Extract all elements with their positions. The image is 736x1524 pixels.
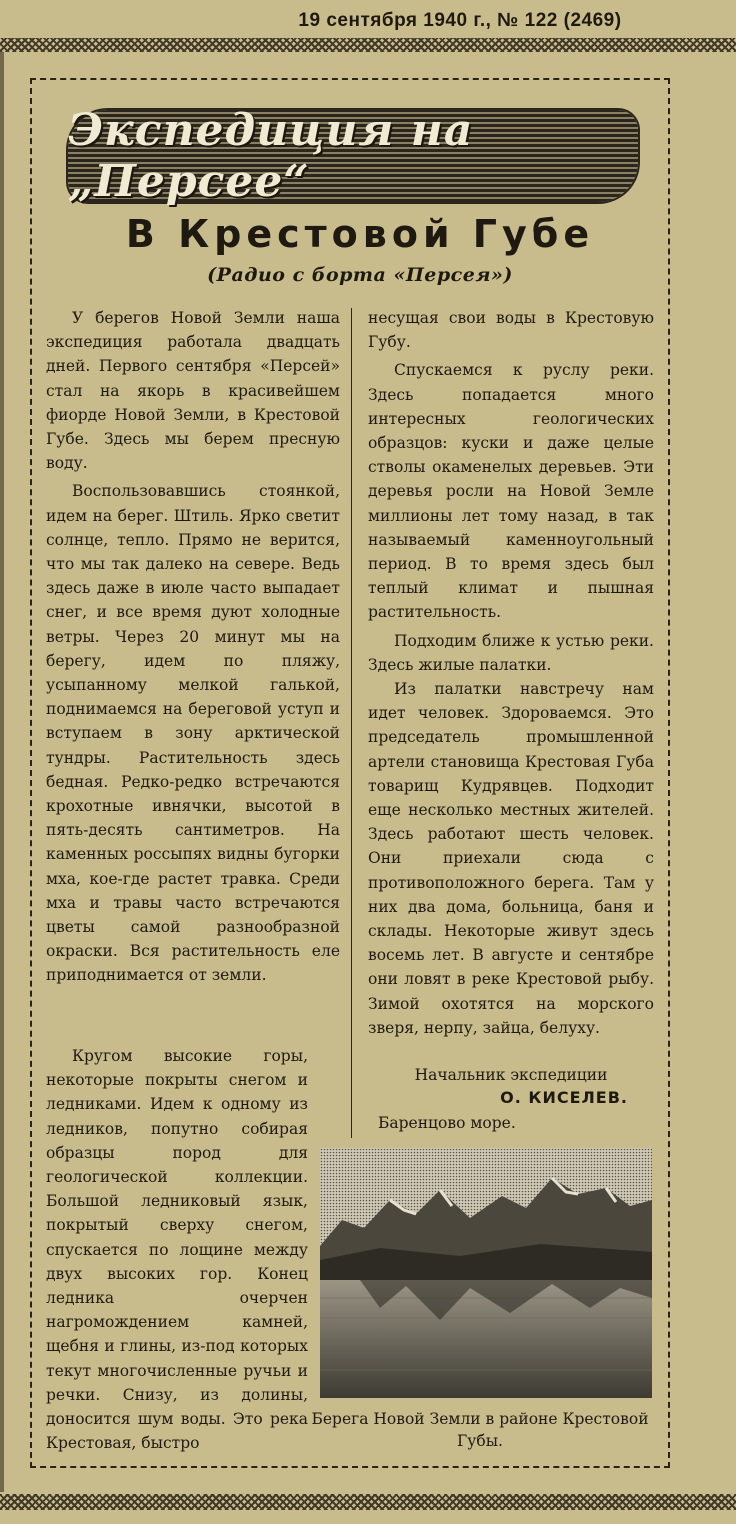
bottom-ornament-rule [0, 1494, 736, 1510]
dispatch-place: Баренцово море. [378, 1114, 516, 1132]
article-paragraph: Спускаемся к руслу реки. Здесь попадается много интересных геологических образцов: куски и даже целые стволы окаменелых деревьев. Эти деревья росли на Новой Земле миллионы лет тому назад, в так называемый каменноугольный период. В то время здесь был теплый климат и пышная растительность. [368, 361, 654, 622]
article-subheadline: (Радио с борта «Персея») [207, 264, 513, 286]
section-banner-text: Экспедиция на „Персее“ [68, 105, 474, 207]
issue-dateline: 19 сентября 1940 г., № 122 (2469) [298, 10, 622, 31]
article-paragraph: Из палатки навстречу нам идет человек. Здороваемся. Это председатель промышленной артели становища Крестовая Губа товарищ Кудрявцев. Подходит еще несколько местных жителей. Здесь работают шесть человек. Они приехали сюда с противоположного берега. Там у них два дома, больница, баня и склады. Некоторые живут здесь восемь лет. В августе и сентябре они ловят в реке Крестовой рыбу. Зимой охотятся на морского зверя, нерпу, зайца, белуху. [368, 680, 654, 1037]
article-paragraph: несущая свои воды в Крестовую Губу. [368, 309, 654, 352]
column-divider [351, 308, 352, 1138]
article-column-left-lower [46, 1044, 308, 1455]
article-headline: В Крестовой Губе [125, 212, 595, 256]
author-name: О. КИСЕЛЕВ. [500, 1088, 628, 1107]
article-paragraph: Кругом высокие горы, некоторые покрыты снегом и ледниками. Идем к одному из ледников, попутно собирая образцы пород для геологической коллекции. Большой ледниковый язык, покрытый сверху снегом, спускается по лощине между двух высоких гор. Конец ледника очерчен нагромождением камней, щебня и глины, из-под которых текут многочисленные ручьи и речки. Снизу, из долины, доносится шум воды. Это река Крестовая, быстро [46, 1047, 308, 1453]
top-ornament-rule [0, 38, 736, 52]
mountain-fjord-photo-image [320, 1148, 652, 1398]
article-column-left [46, 306, 340, 988]
section-banner [68, 105, 638, 207]
author-role: Начальник экспедиции [414, 1066, 608, 1084]
article-photo [320, 1148, 652, 1398]
photo-caption: Берега Новой Земли в районе Крестовой Губы. [311, 1410, 649, 1450]
page-edge-rule [0, 52, 4, 1492]
article-paragraph: Подходим ближе к устью реки. Здесь жилые палатки. [368, 631, 654, 674]
article-paragraph: Воспользовавшись стоянкой, идем на берег. Штиль. Ярко светит солнце, тепло. Прямо не верится, что мы так далеко на севере. Ведь здесь даже в июле часто выпадает снег, и все время дуют холодные ветры. Через 20 минут мы на берегу, идем по пляжу, усыпанному мелкой галькой, поднимаемся на береговой уступ и вступаем в зону арктической тундры. Растительность здесь бедная. Редко-редко встречаются крохотные ивнячки, высотой в пять-десять сантиметров. На каменных россыпях видны бугорки мха, кое-где растет травка. Среди мха и травы часто встречаются цветы самой разнообразной окраски. Вся растительность еле приподнимается от земли. [46, 482, 340, 985]
article-column-right [368, 306, 654, 1040]
article-paragraph: У берегов Новой Земли наша экспедиция работала двадцать дней. Первого сентября «Персей» стал на якорь в красивейшем фиорде Новой Земли, в Крестовой Губе. Здесь мы берем пресную воду. [46, 309, 340, 473]
